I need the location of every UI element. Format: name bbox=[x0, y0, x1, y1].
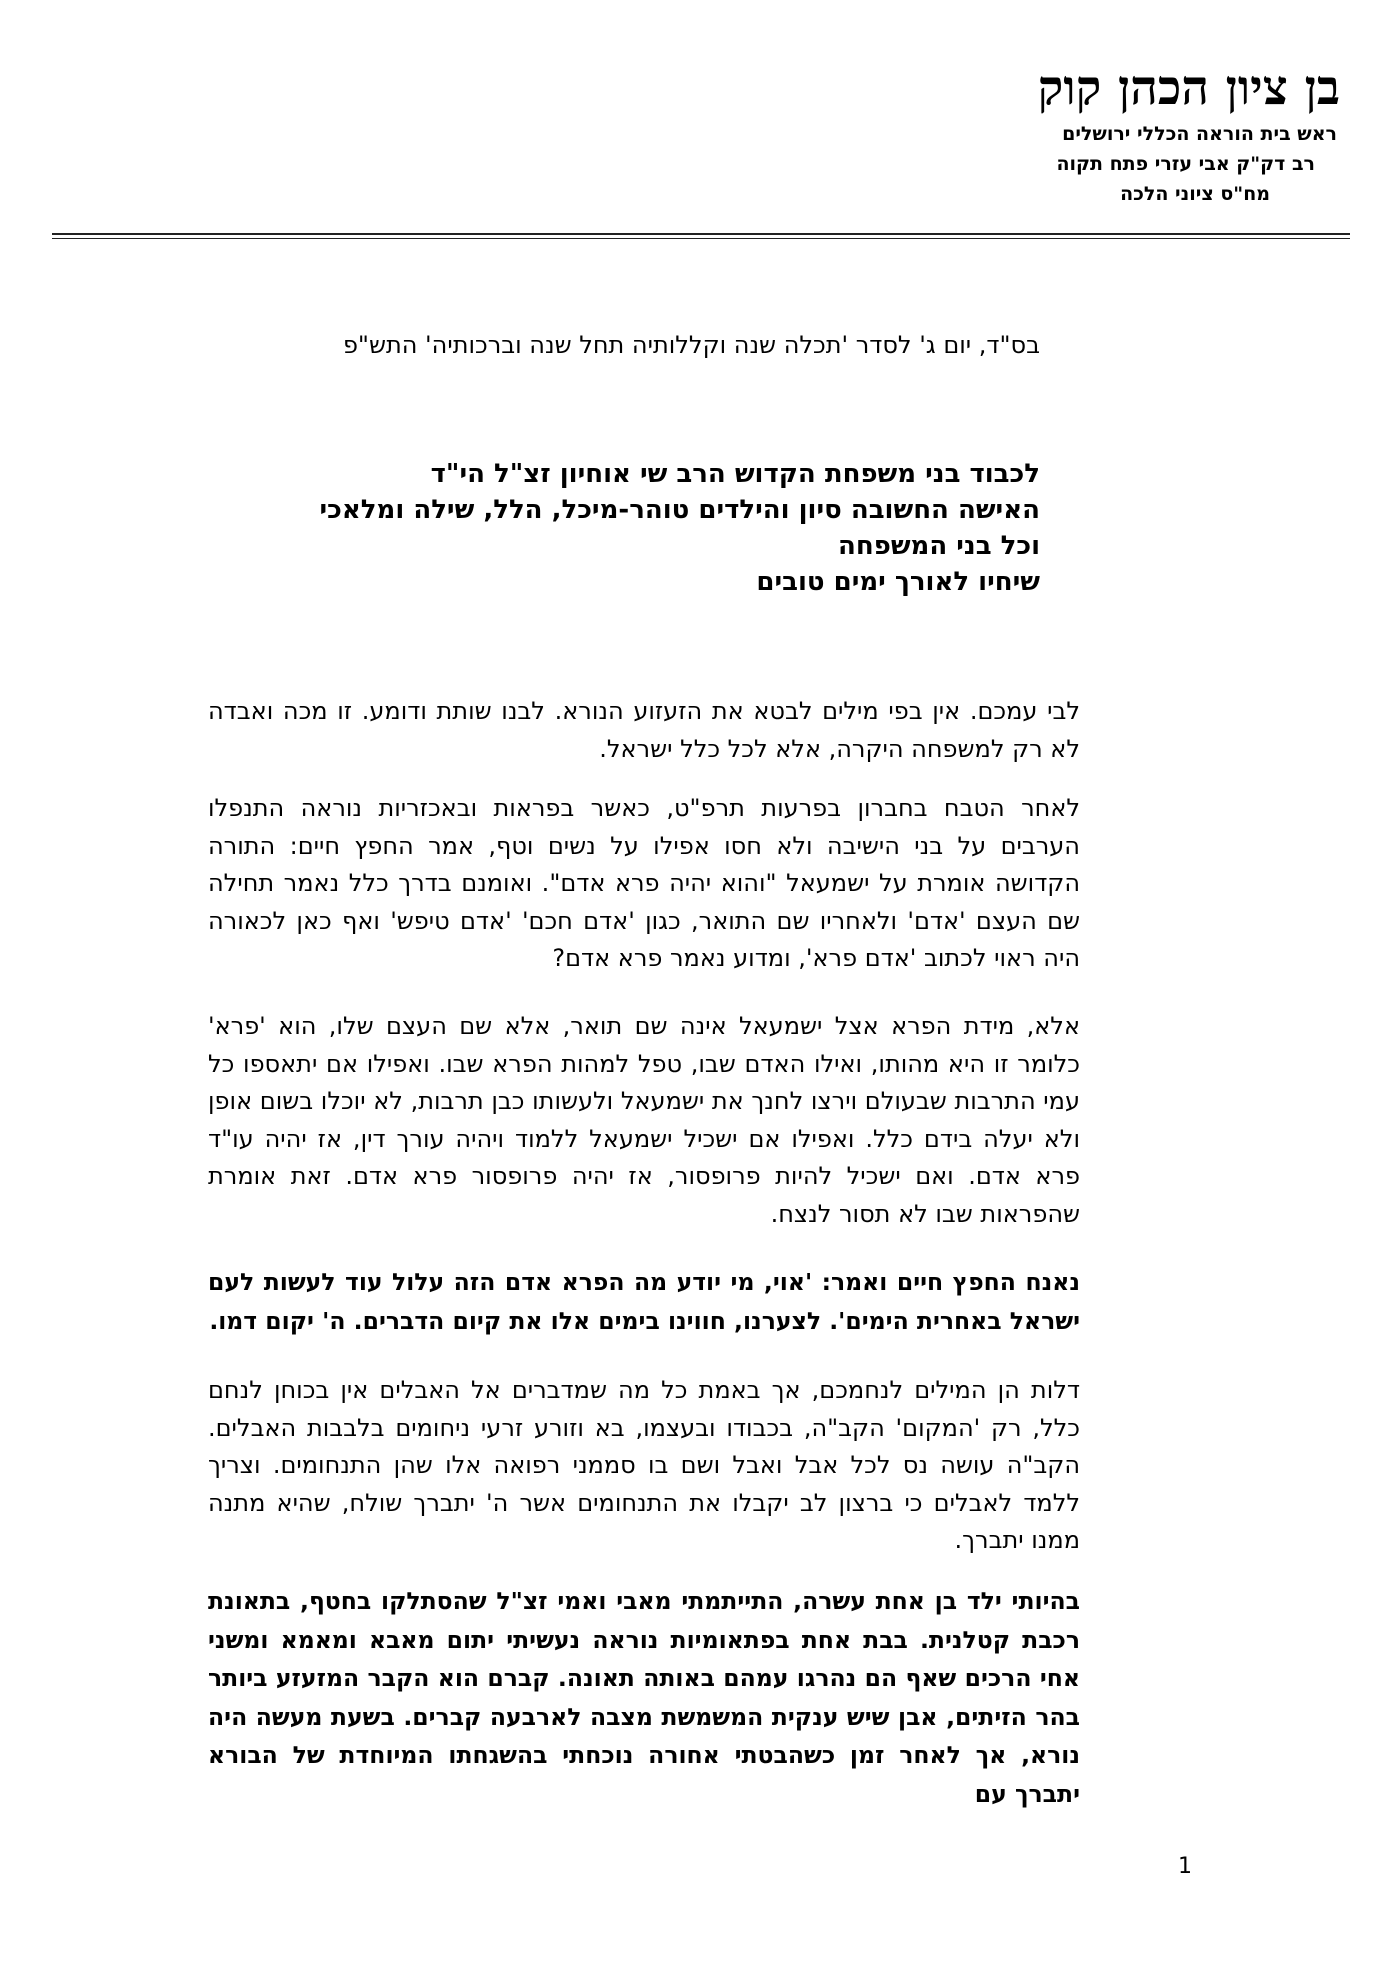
addressee-line: שיחיו לאורך ימים טובים bbox=[756, 567, 1040, 597]
addressee-line: האישה החשובה סיון והילדים טוהר-מיכל, הלל, שילה ומלאכי bbox=[319, 495, 1040, 525]
body-paragraph: אלא, מידת הפרא אצל ישמעאל אינה שם תואר, אלא שם העצם שלו, הוא 'פרא' כלומר זו היא מהותו, ואילו האדם שבו, טפל למהות הפרא שבו. ואפילו אם יתאספו כל עמי התרבות שבעולם וירצו לחנך את ישמעאל ולעשותו כבן תרבות, לא יוכלו בשום אופן ולא יעלה בידם כלל. ואפילו אם ישכיל ישמעאל ללמוד ויהיה עורך דין, אז יהיה עו"ד פרא אדם. ואם ישכיל להיות פרופסור, אז יהיה פרופסור פרא אדם. זאת אומרת שהפראות שבו לא תסור לנצח. bbox=[208, 1012, 1080, 1228]
body-paragraph: דלות הן המילים לנחמכם, אך באמת כל מה שמדברים אל האבלים אין בכוחן לנחם כלל, רק 'המקום' הקב"ה, בכבודו ובעצמו, בא וזורע זרעי ניחומים בלבבות האבלים. הקב"ה עושה נס לכל אבל ואבל ושם בו סממני רפואה אלו שהן התנחומים. וצריך ללמד לאבלים כי ברצון לב יקבלו את התנחומים אשר ה' יתברך שולח, שהיא מתנה ממנו יתברך. bbox=[208, 1376, 1080, 1554]
rabbi-name: בן ציון הכהן קוק bbox=[1037, 60, 1340, 116]
addressee-line: לכבוד בני משפחת הקדוש הרב שי אוחיון זצ"ל הי"ד bbox=[430, 459, 1040, 489]
body-paragraph-bold: בהיותי ילד בן אחת עשרה, התייתמתי מאבי ואמי זצ"ל שהסתלקו בחטף, בתאונת רכבת קטלנית. בבת אחת בפתאומיות נוראה נעשיתי יתום מאבא ומאמא ומשני אחי הרכים שאף הם נהרגו עמהם באותה תאונה. קברם הוא הקבר המזעזע ביותר בהר הזיתים, אבן שיש ענקית המשמשת מצבה לארבעה קברים. בשעת מעשה היה נורא, אך לאחר זמן כשהבטתי אחורה נוכחתי בהשגחתו המיוחדת של הבורא יתברך עם bbox=[208, 1587, 1080, 1808]
date-line: בס"ד, יום ג' לסדר 'תכלה שנה וקללותיה תחל שנה וברכותיה' התש"פ bbox=[342, 331, 1040, 359]
letterhead-divider bbox=[52, 238, 1350, 239]
letterhead-title-line: מח"ס ציוני הלכה bbox=[1120, 183, 1270, 205]
body-paragraph: לבי עמכם. אין בפי מילים לבטא את הזעזוע הנורא. לבנו שותת ודומע. זו מכה ואבדה לא רק למשפחה היקרה, אלא לכל כלל ישראל. bbox=[208, 697, 1080, 763]
page-number: 1 bbox=[1178, 1854, 1192, 1879]
letterhead-divider bbox=[52, 233, 1350, 235]
body-paragraph-bold: נאנח החפץ חיים ואמר: 'אוי, מי יודע מה הפרא אדם הזה עלול עוד לעשות לעם ישראל באחרית הימים'. לצערנו, חווינו בימים אלו את קיום הדברים. ה' יקום דמו. bbox=[208, 1268, 1080, 1335]
letterhead-title-line: רב דק"ק אבי עזרי פתח תקוה bbox=[1056, 153, 1315, 175]
letterhead-title-line: ראש בית הוראה הכללי ירושלים bbox=[1062, 123, 1337, 145]
body-paragraph: לאחר הטבח בחברון בפרעות תרפ"ט, כאשר בפראות ובאכזריות נוראה התנפלו הערבים על בני הישיבה ולא חסו אפילו על נשים וטף, אמר החפץ חיים: התורה הקדושה אומרת על ישמעאל "והוא יהיה פרא אדם". ואומנם בדרך כלל נאמר תחילה שם העצם 'אדם' ולאחריו שם התואר, כגון 'אדם חכם' 'אדם טיפש' ואף כאן לכאורה היה ראוי לכתוב 'אדם פרא', ומדוע נאמר פרא אדם? bbox=[208, 794, 1080, 972]
addressee-line: וכל בני המשפחה bbox=[838, 531, 1040, 561]
addressee-block bbox=[320, 456, 1041, 600]
